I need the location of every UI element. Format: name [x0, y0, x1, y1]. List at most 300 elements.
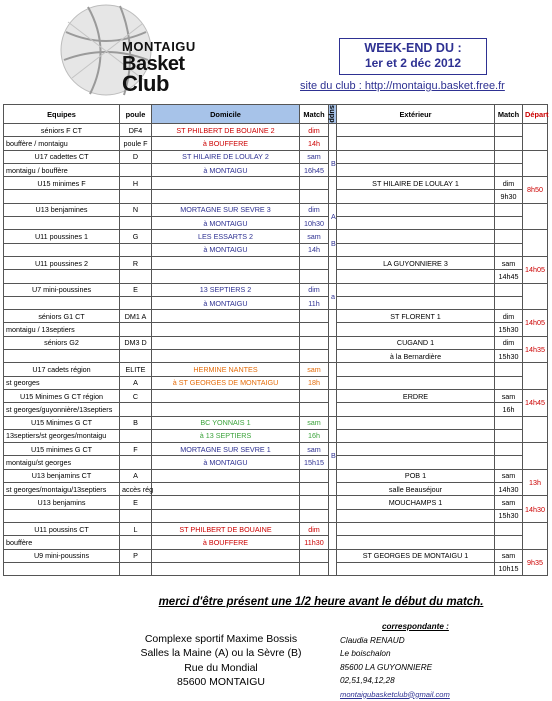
- away-venue: [337, 243, 495, 256]
- away-venue: à la Bernardière: [337, 350, 495, 363]
- departure-time: 14h05: [523, 310, 548, 337]
- table-row: [4, 363, 548, 376]
- weekend-title: WEEK-END DU :: [340, 41, 486, 55]
- hall-cell: [329, 310, 337, 337]
- hall-cell: [329, 416, 337, 443]
- poule-cell: ELITE: [120, 363, 152, 376]
- home-time: 18h: [300, 376, 329, 389]
- team-name: séniors G2: [4, 336, 120, 349]
- away-opponent: [337, 150, 495, 163]
- away-opponent: [337, 283, 495, 296]
- col-equipes: Equipes: [4, 105, 120, 124]
- home-day: sam: [300, 363, 329, 376]
- poule-sub-cell: [120, 163, 152, 176]
- home-venue: [152, 509, 300, 522]
- home-day: dim: [300, 203, 329, 216]
- home-time: 11h30: [300, 536, 329, 549]
- team-name: U15 minimes F: [4, 177, 120, 190]
- home-venue: [152, 483, 300, 496]
- logo-line-1: MONTAIGU: [122, 40, 196, 53]
- home-opponent: ST PHILBERT DE BOUAINE: [152, 522, 300, 535]
- home-opponent: [152, 177, 300, 190]
- home-opponent: [152, 256, 300, 269]
- departure-time: [523, 522, 548, 549]
- team-clubs: [4, 243, 120, 256]
- away-time: [495, 163, 523, 176]
- team-clubs: [4, 509, 120, 522]
- correspondant-block: [340, 620, 450, 701]
- poule-cell: P: [120, 549, 152, 562]
- table-row-sub: [4, 217, 548, 230]
- table-row-sub: [4, 270, 548, 283]
- home-day: [300, 496, 329, 509]
- away-opponent: LA GUYONNIERE 3: [337, 256, 495, 269]
- home-time: [300, 509, 329, 522]
- away-day: [495, 522, 523, 535]
- team-name: séniors F CT: [4, 124, 120, 137]
- home-day: [300, 256, 329, 269]
- home-time: [300, 403, 329, 416]
- table-row: [4, 389, 548, 402]
- table-row-sub: [4, 190, 548, 203]
- team-clubs: montaigu / bouffère: [4, 163, 120, 176]
- poule-sub-cell: [120, 190, 152, 203]
- home-venue: à MONTAIGU: [152, 456, 300, 469]
- home-opponent: ST PHILBERT DE BOUAINE 2: [152, 124, 300, 137]
- poule-sub-cell: accès rég: [120, 483, 152, 496]
- correspondant-city: 85600 LA GUYONNIERE: [340, 661, 450, 675]
- team-clubs: [4, 350, 120, 363]
- reminder-note: merci d'être présent une 1/2 heure avant le début du match.: [0, 596, 552, 608]
- away-day: [495, 230, 523, 243]
- table-row: [4, 469, 548, 482]
- table-row: [4, 336, 548, 349]
- away-venue: [337, 190, 495, 203]
- away-venue: [337, 403, 495, 416]
- poule-sub-cell: [120, 456, 152, 469]
- home-time: 15h15: [300, 456, 329, 469]
- away-time: 14h30: [495, 483, 523, 496]
- poule-sub-cell: [120, 536, 152, 549]
- home-time: [300, 323, 329, 336]
- home-time: 16h: [300, 429, 329, 442]
- table-row: [4, 177, 548, 190]
- hall-cell: [329, 496, 337, 523]
- table-header-row: [4, 105, 548, 124]
- table-row-sub: [4, 483, 548, 496]
- poule-cell: B: [120, 416, 152, 429]
- home-venue: à MONTAIGU: [152, 163, 300, 176]
- away-day: sam: [495, 469, 523, 482]
- home-opponent: [152, 469, 300, 482]
- away-venue: [337, 429, 495, 442]
- table-row: [4, 496, 548, 509]
- away-day: dim: [495, 310, 523, 323]
- correspondant-name: Claudia RENAUD: [340, 634, 450, 648]
- table-row-sub: [4, 376, 548, 389]
- team-clubs: bouffère / montaigu: [4, 137, 120, 150]
- table-row-sub: [4, 137, 548, 150]
- away-opponent: CUGAND 1: [337, 336, 495, 349]
- home-venue: à 13 SEPTIERS: [152, 429, 300, 442]
- hall-cell: [329, 124, 337, 151]
- home-day: sam: [300, 416, 329, 429]
- team-name: U11 poussines 1: [4, 230, 120, 243]
- hall-cell: A: [329, 203, 337, 230]
- away-time: 10h15: [495, 562, 523, 575]
- team-clubs: st georges/montaigu/13septiers: [4, 483, 120, 496]
- away-day: sam: [495, 496, 523, 509]
- home-venue: [152, 270, 300, 283]
- hall-cell: [329, 363, 337, 390]
- away-time: 15h30: [495, 509, 523, 522]
- team-name: U11 poussins CT: [4, 522, 120, 535]
- home-day: sam: [300, 230, 329, 243]
- departure-time: 14h35: [523, 336, 548, 363]
- away-venue: [337, 296, 495, 309]
- table-row-sub: [4, 296, 548, 309]
- table-row-sub: [4, 429, 548, 442]
- home-day: [300, 549, 329, 562]
- away-day: sam: [495, 256, 523, 269]
- home-opponent: MORTAGNE SUR SEVRE 1: [152, 443, 300, 456]
- home-time: [300, 190, 329, 203]
- away-day: [495, 203, 523, 216]
- hall-cell: [329, 336, 337, 363]
- address-line: Complexe sportif Maxime Bossis: [116, 632, 326, 646]
- poule-sub-cell: [120, 323, 152, 336]
- poule-cell: N: [120, 203, 152, 216]
- departure-time: [523, 416, 548, 443]
- schedule-table: [3, 104, 548, 576]
- away-time: 15h30: [495, 323, 523, 336]
- team-name: U15 Minimes G CT région: [4, 389, 120, 402]
- table-row-sub: [4, 323, 548, 336]
- correspondant-email[interactable]: montaigubasketclub@gmail.com: [340, 688, 450, 701]
- team-clubs: [4, 190, 120, 203]
- home-opponent: [152, 310, 300, 323]
- team-clubs: montaigu / 13septiers: [4, 323, 120, 336]
- table-row-sub: [4, 536, 548, 549]
- home-day: [300, 469, 329, 482]
- home-day: dim: [300, 522, 329, 535]
- home-venue: [152, 562, 300, 575]
- away-venue: [337, 536, 495, 549]
- table-row: [4, 310, 548, 323]
- home-venue: à MONTAIGU: [152, 243, 300, 256]
- away-day: sam: [495, 549, 523, 562]
- team-name: U15 minimes G CT: [4, 443, 120, 456]
- poule-cell: E: [120, 496, 152, 509]
- col-exterieur: Extérieur: [337, 105, 495, 124]
- away-venue: [337, 562, 495, 575]
- away-day: [495, 363, 523, 376]
- table-row: [4, 230, 548, 243]
- table-row: [4, 522, 548, 535]
- correspondant-title: correspondante :: [340, 620, 450, 634]
- weekend-dates: 1er et 2 déc 2012: [340, 56, 486, 70]
- home-opponent: [152, 496, 300, 509]
- poule-sub-cell: [120, 217, 152, 230]
- team-name: U17 cadettes CT: [4, 150, 120, 163]
- hall-cell: [329, 522, 337, 549]
- poule-sub-cell: [120, 350, 152, 363]
- home-day: [300, 389, 329, 402]
- home-opponent: LES ESSARTS 2: [152, 230, 300, 243]
- home-venue: [152, 350, 300, 363]
- home-opponent: HERMINE NANTES: [152, 363, 300, 376]
- poule-cell: DM3 D: [120, 336, 152, 349]
- home-time: 11h: [300, 296, 329, 309]
- hall-cell: [329, 177, 337, 204]
- correspondant-street: Le boischalon: [340, 647, 450, 661]
- home-venue: à MONTAIGU: [152, 296, 300, 309]
- home-time: 16h45: [300, 163, 329, 176]
- departure-time: [523, 150, 548, 177]
- table-row: [4, 124, 548, 137]
- home-day: sam: [300, 150, 329, 163]
- table-row-sub: [4, 456, 548, 469]
- away-venue: [337, 323, 495, 336]
- departure-time: 8h50: [523, 177, 548, 204]
- poule-sub-cell: A: [120, 376, 152, 389]
- home-time: [300, 483, 329, 496]
- team-name: U13 benjamines: [4, 203, 120, 216]
- table-row: [4, 150, 548, 163]
- away-venue: [337, 509, 495, 522]
- col-depart: Départ: [523, 105, 548, 124]
- hall-cell: B: [329, 230, 337, 257]
- col-poule: poule: [120, 105, 152, 124]
- poule-cell: E: [120, 283, 152, 296]
- away-time: [495, 456, 523, 469]
- away-venue: [337, 270, 495, 283]
- home-day: [300, 310, 329, 323]
- table-row-sub: [4, 509, 548, 522]
- poule-sub-cell: [120, 429, 152, 442]
- home-venue: à ST GEORGES DE MONTAIGU: [152, 376, 300, 389]
- away-time: [495, 429, 523, 442]
- table-row-sub: [4, 243, 548, 256]
- home-time: [300, 350, 329, 363]
- weekend-box: [339, 38, 487, 75]
- team-name: U17 cadets région: [4, 363, 120, 376]
- departure-time: 13h: [523, 469, 548, 496]
- away-time: [495, 243, 523, 256]
- away-opponent: ERDRE: [337, 389, 495, 402]
- poule-cell: D: [120, 150, 152, 163]
- away-venue: [337, 217, 495, 230]
- home-venue: à BOUFFERE: [152, 137, 300, 150]
- away-opponent: ST GEORGES DE MONTAIGU 1: [337, 549, 495, 562]
- departure-time: 14h05: [523, 256, 548, 283]
- home-time: 14h: [300, 137, 329, 150]
- home-time: 10h30: [300, 217, 329, 230]
- poule-cell: R: [120, 256, 152, 269]
- hall-cell: [329, 389, 337, 416]
- away-opponent: [337, 416, 495, 429]
- home-day: [300, 177, 329, 190]
- departure-time: [523, 230, 548, 257]
- poule-cell: C: [120, 389, 152, 402]
- poule-cell: DF4: [120, 124, 152, 137]
- club-site-link[interactable]: site du club : http://montaigu.basket.free.fr: [300, 80, 505, 92]
- poule-cell: F: [120, 443, 152, 456]
- hall-cell: [329, 549, 337, 576]
- away-venue: salle Beauséjour: [337, 483, 495, 496]
- home-opponent: [152, 549, 300, 562]
- away-day: [495, 416, 523, 429]
- departure-time: [523, 443, 548, 470]
- home-day: dim: [300, 283, 329, 296]
- away-opponent: [337, 203, 495, 216]
- hall-cell: B: [329, 150, 337, 177]
- home-time: [300, 562, 329, 575]
- table-row: [4, 443, 548, 456]
- hall-cell: B: [329, 443, 337, 470]
- logo-line-3: Club: [122, 73, 196, 95]
- team-name: U15 Minimes G CT: [4, 416, 120, 429]
- col-domicile: Domicile: [152, 105, 300, 124]
- away-time: [495, 217, 523, 230]
- away-day: [495, 283, 523, 296]
- departure-time: 9h35: [523, 549, 548, 576]
- home-opponent: [152, 389, 300, 402]
- home-venue: [152, 323, 300, 336]
- table-row-sub: [4, 350, 548, 363]
- col-match: Match: [300, 105, 329, 124]
- away-time: [495, 376, 523, 389]
- departure-time: [523, 363, 548, 390]
- away-opponent: POB 1: [337, 469, 495, 482]
- table-row-sub: [4, 562, 548, 575]
- table-row: [4, 256, 548, 269]
- away-venue: [337, 137, 495, 150]
- poule-sub-cell: [120, 562, 152, 575]
- poule-cell: H: [120, 177, 152, 190]
- col-supp: supp: [329, 105, 337, 124]
- away-time: 16h: [495, 403, 523, 416]
- home-venue: [152, 403, 300, 416]
- away-venue: [337, 456, 495, 469]
- table-row-sub: [4, 163, 548, 176]
- home-venue: à BOUFFERE: [152, 536, 300, 549]
- schedule-body: [4, 124, 548, 576]
- away-day: dim: [495, 336, 523, 349]
- team-name: U7 mini-poussines: [4, 283, 120, 296]
- away-opponent: ST FLORENT 1: [337, 310, 495, 323]
- poule-cell: DM1 A: [120, 310, 152, 323]
- poule-cell: L: [120, 522, 152, 535]
- departure-time: [523, 124, 548, 151]
- logo-wordmark: [122, 40, 196, 95]
- away-opponent: [337, 230, 495, 243]
- address-line: Rue du Mondial: [116, 661, 326, 675]
- address-line: Salles la Maine (A) ou la Sèvre (B): [116, 646, 326, 660]
- team-clubs: [4, 296, 120, 309]
- poule-sub-cell: [120, 296, 152, 309]
- team-clubs: bouffère: [4, 536, 120, 549]
- away-time: 9h30: [495, 190, 523, 203]
- team-name: U13 benjamins: [4, 496, 120, 509]
- address-line: 85600 MONTAIGU: [116, 675, 326, 689]
- home-opponent: [152, 336, 300, 349]
- departure-time: 14h30: [523, 496, 548, 523]
- team-clubs: montaigu/st georges: [4, 456, 120, 469]
- away-day: [495, 150, 523, 163]
- col-match-ext: Match: [495, 105, 523, 124]
- home-opponent: MORTAGNE SUR SEVRE 3: [152, 203, 300, 216]
- away-opponent: [337, 363, 495, 376]
- home-day: [300, 336, 329, 349]
- table-row: [4, 203, 548, 216]
- poule-sub-cell: [120, 509, 152, 522]
- away-time: 14h45: [495, 270, 523, 283]
- away-venue: [337, 163, 495, 176]
- away-opponent: [337, 443, 495, 456]
- poule-sub-cell: [120, 403, 152, 416]
- away-time: [495, 137, 523, 150]
- poule-sub-cell: [120, 270, 152, 283]
- club-logo: [58, 2, 178, 98]
- poule-sub-cell: poule F: [120, 137, 152, 150]
- logo-line-2: Basket: [122, 54, 196, 74]
- team-name: séniors G1 CT: [4, 310, 120, 323]
- home-day: sam: [300, 443, 329, 456]
- away-opponent: ST HILAIRE DE LOULAY 1: [337, 177, 495, 190]
- away-opponent: MOUCHAMPS 1: [337, 496, 495, 509]
- hall-cell: [329, 469, 337, 496]
- team-name: U11 poussines 2: [4, 256, 120, 269]
- away-time: [495, 296, 523, 309]
- team-clubs: [4, 217, 120, 230]
- home-opponent: ST HILAIRE DE LOULAY 2: [152, 150, 300, 163]
- team-name: U9 mini-poussins: [4, 549, 120, 562]
- home-time: [300, 270, 329, 283]
- away-time: [495, 536, 523, 549]
- home-day: dim: [300, 124, 329, 137]
- team-clubs: [4, 270, 120, 283]
- poule-sub-cell: [120, 243, 152, 256]
- correspondant-phone: 02,51,94,12,28: [340, 674, 450, 688]
- table-row: [4, 283, 548, 296]
- away-day: [495, 124, 523, 137]
- table-row: [4, 416, 548, 429]
- team-clubs: st georges/guyonnière/13septiers: [4, 403, 120, 416]
- away-opponent: [337, 124, 495, 137]
- away-time: 15h30: [495, 350, 523, 363]
- poule-cell: A: [120, 469, 152, 482]
- home-opponent: 13 SEPTIERS 2: [152, 283, 300, 296]
- team-clubs: st georges: [4, 376, 120, 389]
- away-opponent: [337, 522, 495, 535]
- team-clubs: [4, 562, 120, 575]
- venue-address: [116, 632, 326, 689]
- departure-time: 14h45: [523, 389, 548, 416]
- away-venue: [337, 376, 495, 389]
- table-row-sub: [4, 403, 548, 416]
- hall-cell: a: [329, 283, 337, 310]
- team-name: U13 benjamins CT: [4, 469, 120, 482]
- home-venue: à MONTAIGU: [152, 217, 300, 230]
- departure-time: [523, 283, 548, 310]
- away-day: sam: [495, 389, 523, 402]
- table-row: [4, 549, 548, 562]
- away-day: dim: [495, 177, 523, 190]
- departure-time: [523, 203, 548, 230]
- team-clubs: 13septiers/st georges/montaigu: [4, 429, 120, 442]
- away-day: [495, 443, 523, 456]
